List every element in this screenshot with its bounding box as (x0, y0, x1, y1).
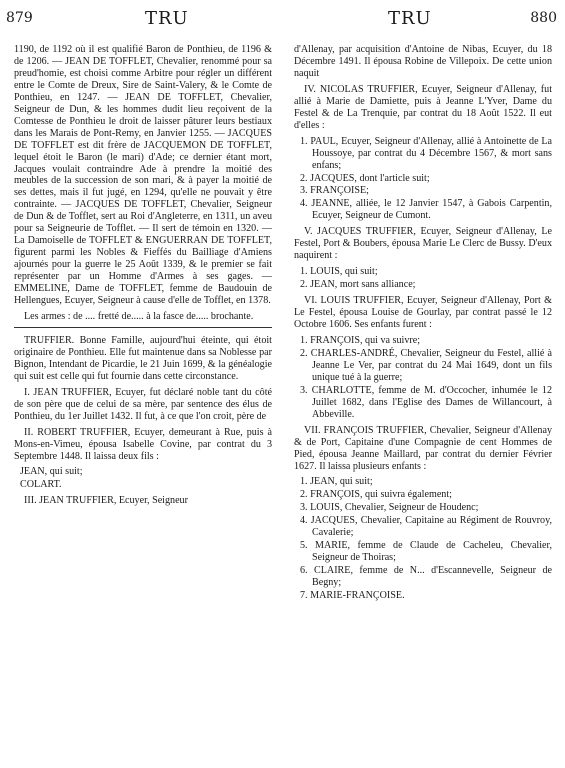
list-item: 2. JEAN, mort sans alliance; (300, 279, 416, 291)
right-column (294, 44, 552, 606)
list-item: 4. JEANNE, alliée, le 12 Janvier 1547, à Gabois Carpentin, Ecuyer, Seigneur de Cumont. (300, 198, 552, 222)
list-item: 3. FRANÇOISE; (300, 185, 369, 197)
children-list-v (300, 266, 552, 291)
list-item: 2. JACQUES, dont l'article suit; (300, 172, 430, 184)
paragraph-generation-i: I. JEAN TRUFFIER, Ecuyer, fut déclaré noble tant du côté de son père que de celui de sa mère, par sentence des élus de Ponthieu, du 1er Juillet 1432. Il fut, à ce que l'on croit, père de (14, 386, 272, 422)
list-item: COLART. (20, 479, 62, 491)
children-list-vii (300, 476, 552, 602)
list-item: 4. JACQUES, Chevalier, Capitaine au Régiment de Rouvroy, Cavalerie; (300, 515, 552, 539)
left-column (14, 44, 272, 511)
list-item: 1. FRANÇOIS, qui va suivre; (300, 334, 421, 346)
running-head-right: TRU (388, 8, 432, 29)
page-number-left: 879 (6, 10, 33, 26)
list-item: 2. FRANÇOIS, qui suivra également; (300, 489, 452, 501)
children-list-iv (300, 136, 552, 223)
paragraph-generation-iii: III. JEAN TRUFFIER, Ecuyer, Seigneur (24, 495, 188, 507)
paragraph-tofflet-history: 1190, de 1192 où il est qualifié Baron de Ponthieu, de 1196 & de 1206. — JEAN DE TOFFLET, Chevalier, renommé pour sa preud'homie, est choisi comme Arbitre pour régler un différent entre le Comte de Dreux, Sire de Saint-Valery, & le Comte de Ponthieu, en 1247. — JEAN DE TOFFLET, Chevalier, Seigneur de Dun, & les hommes dudit lieu reçoivent de la Comtesse de Ponthieu le droit de laisser pâturer leurs bestiaux dans les Marais de Pont-Remy, en Janvier 1255. — JACQUES DE TOFFLET est dit frère de JACQUEMON DE TOFFLET, lequel étoit le Baron (le mari) d'Ade; ce dernier étant mort, Jacques voulait contraindre Ade à prendre la moitié des meubles de la succession de son mari, & à payer la moitié de ses dettes, mais il fut jugé, en 1294, qu'elle ne pouvait y être contrainte. — JACQUES DE TOFFLET, Chevalier, Seigneur de Dun & de Tofflet, sert au Roi d'Angleterre, en 1311, un aveu pour sa Seigneurie de Tofflet. — Il sert de témoin en 1320. — La Damoiselle de TOFFLET & ENGUERRAN DE TOFFLET, figurent parmi les Nobles & Fieffés du Bailliage d'Amiens ajournés pour la guerre le 25 Août 1339, & le premier se fait représenter par un Homme d'Armes à ses gages. — EMMELINE, Dame de TOFFLET, femme de Baudouin de Hellengues, Ecuyer, Seigneur à cause d'elle de Tofflet, en 1378. (14, 44, 272, 307)
list-item: 1. JEAN, qui suit; (300, 476, 373, 488)
paragraph-generation-vi: VI. LOUIS TRUFFIER, Ecuyer, Seigneur d'Allenay, Port & Le Festel, épousa Louise de Gourlay, par contrat passé le 12 Octobre 1606. Ses enfants furent : (294, 295, 552, 331)
list-item: 5. MARIE, femme de Claude de Cacheleu, Chevalier, Seigneur de Thoiras; (300, 540, 552, 564)
list-item: 3. LOUIS, Chevalier, Seigneur de Houdenc; (300, 502, 479, 514)
paragraph-generation-ii: II. ROBERT TRUFFIER, Ecuyer, demeurant à Rue, puis à Mons-en-Vimeu, épousa Isabelle Covine, par contrat du 3 Septembre 1448. Il laissa deux fils : (14, 426, 272, 462)
list-item: 1. LOUIS, qui suit; (300, 266, 378, 278)
list-item: 6. CLAIRE, femme de N... d'Escannevelle, Seigneur de Begny; (300, 565, 552, 589)
list-item: 7. MARIE-FRANÇOISE. (300, 590, 405, 602)
paragraph-arms: Les armes : de .... fretté de..... à la fasce de..... brochante. (24, 310, 254, 322)
paragraph-generation-vii: VII. FRANÇOIS TRUFFIER, Chevalier, Seigneur d'Allenay & de Port, Capitaine d'une Compagnie de cent Hommes de Pied, épousa Jeanne Maillard, par contrat du dernier Février 1627. Il laissa plusieurs enfants : (294, 424, 552, 472)
paragraph-generation-iii-cont: d'Allenay, par acquisition d'Antoine de Nibas, Ecuyer, du 18 Décembre 1491. Il épousa Robine de Villepoix. De cette union naquit (294, 44, 552, 79)
children-list-ii (20, 466, 272, 491)
list-item: 1. PAUL, Ecuyer, Seigneur d'Allenay, allié à Antoinette de La Houssoye, par contrat du 4 Décembre 1567, & mort sans enfans; (300, 135, 552, 171)
children-list-vi (300, 335, 552, 421)
list-item: 2. CHARLES-ANDRÉ, Chevalier, Seigneur du Festel, allié à Jeanne Le Ver, par contrat du 24 Mai 1649, dont un fils unique tué à la guerre; (300, 347, 552, 383)
paragraph-truffier-intro: TRUFFIER. Bonne Famille, aujourd'hui éteinte, qui étoit originaire de Ponthieu. Elle fut maintenue dans sa Noblesse par Bignon, Intendant de Picardie, le 21 Juin 1699, & la généalogie qui suit est celle qui fut fournie dans cette circonstance. (14, 334, 272, 382)
running-head-left: TRU (145, 8, 189, 29)
list-item: JEAN, qui suit; (20, 466, 83, 478)
section-divider (14, 327, 272, 329)
page-header (0, 6, 565, 36)
paragraph-generation-iv: IV. NICOLAS TRUFFIER, Ecuyer, Seigneur d'Allenay, fut allié à Marie de Damiette, puis à Jeanne L'Yver, Dame du Festel & de La Trenquie, par contrat du 18 Août 1522. Il eut d'elles : (294, 83, 552, 131)
list-item: 3. CHARLOTTE, femme de M. d'Occocher, inhumée le 12 Juillet 1682, dans l'Eglise des Dames de Willancourt, à Abbeville. (300, 384, 552, 420)
paragraph-generation-v: V. JACQUES TRUFFIER, Ecuyer, Seigneur d'Allenay, Le Festel, Port & Boubers, épousa Marie Le Clerc de Bussy. D'eux naquirent : (294, 226, 552, 262)
page-number-right: 880 (530, 10, 557, 26)
